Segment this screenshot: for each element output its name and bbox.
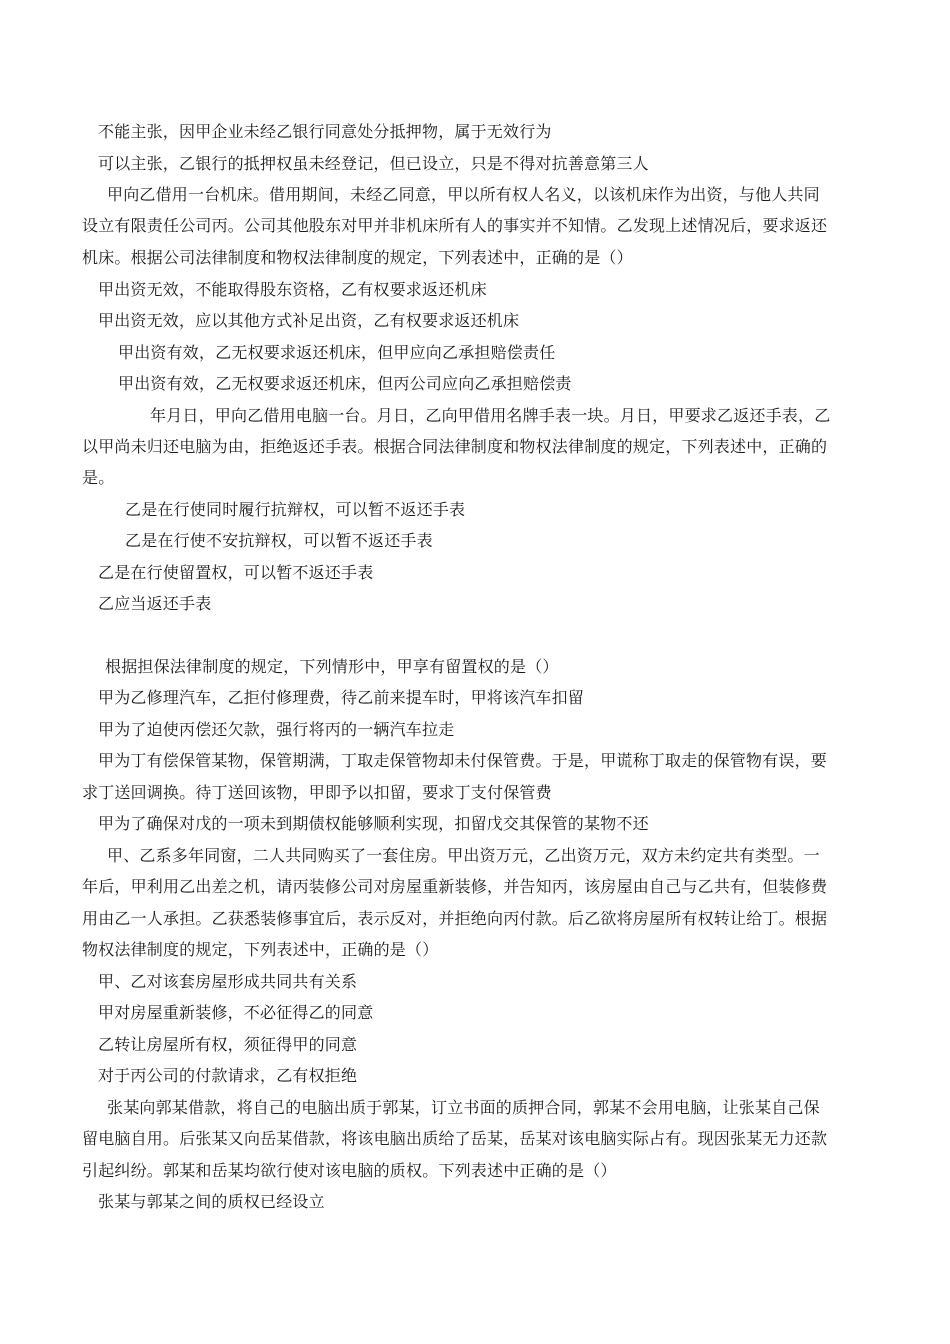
text-line-34: 张某与郭某之间的质权已经设立 (98, 1192, 325, 1211)
text-line-29: 乙转让房屋所有权，须征得甲的同意 (98, 1035, 358, 1054)
text-line-4: 设立有限责任公司丙。公司其他股东对甲并非机床所有人的事实并不知情。乙发现上述情况后，要求返还 (82, 216, 828, 235)
text-line-32: 留电脑自用。后张某又向岳某借款，将该电脑出质给了岳某，岳某对该电脑实际占有。现因张某无力还款 (82, 1129, 828, 1148)
text-line-31: 张某向郭某借款，将自己的电脑出质于郭某，订立书面的质押合同，郭某不会用电脑，让张某自己保 (107, 1098, 820, 1117)
text-line-22: 甲为了确保对戊的一项未到期债权能够顺利实现，扣留戊交其保管的某物不还 (98, 814, 649, 833)
text-line-10: 年月日，甲向乙借用电脑一台。月日，乙向甲借用名牌手表一块。月日，甲要求乙返还手表，乙 (150, 406, 831, 425)
text-line-25: 用由乙一人承担。乙获悉装修事宜后，表示反对，并拒绝向丙付款。后乙欲将房屋所有权转让给丁。根据 (82, 909, 828, 928)
text-line-30: 对于丙公司的付款请求，乙有权拒绝 (98, 1066, 358, 1085)
text-line-13: 乙是在行使同时履行抗辩权，可以暂不返还手表 (125, 500, 466, 519)
text-line-19: 甲为了迫使丙偿还欠款，强行将丙的一辆汽车拉走 (98, 720, 455, 739)
text-line-8: 甲出资有效，乙无权要求返还机床，但甲应向乙承担赔偿责任 (118, 343, 556, 362)
text-line-15: 乙是在行使留置权，可以暂不返还手表 (98, 563, 374, 582)
text-line-26: 物权法律制度的规定，下列表述中，正确的是（） (82, 940, 439, 959)
text-line-21: 求丁送回调换。待丁送回该物，甲即予以扣留，要求丁支付保管费 (82, 783, 552, 802)
text-line-24: 年后，甲利用乙出差之机，请丙装修公司对房屋重新装修，并告知丙，该房屋由自己与乙共有，但装修费 (82, 877, 828, 896)
text-line-12: 是。 (82, 468, 115, 487)
text-line-18: 甲为乙修理汽车，乙拒付修理费，待乙前来提车时，甲将该汽车扣留 (98, 688, 585, 707)
text-line-28: 甲对房屋重新装修，不必征得乙的同意 (98, 1003, 374, 1022)
text-line-14: 乙是在行使不安抗辩权，可以暂不返还手表 (125, 531, 433, 550)
text-line-9: 甲出资有效，乙无权要求返还机床，但丙公司应向乙承担赔偿责 (118, 374, 572, 393)
text-line-6: 甲出资无效，不能取得股东资格，乙有权要求返还机床 (98, 280, 487, 299)
text-line-17: 根据担保法律制度的规定，下列情形中，甲享有留置权的是（） (105, 657, 559, 676)
text-line-2: 可以主张，乙银行的抵押权虽未经登记，但已设立，只是不得对抗善意第三人 (98, 154, 649, 173)
text-line-27: 甲、乙对该套房屋形成共同共有关系 (98, 972, 358, 991)
text-line-23: 甲、乙系多年同窗，二人共同购买了一套住房。甲出资万元，乙出资万元，双方未约定共有类型。一 (107, 846, 820, 865)
text-line-20: 甲为丁有偿保管某物，保管期满，丁取走保管物却未付保管费。于是，甲谎称丁取走的保管物有误，要 (98, 751, 828, 770)
text-line-16: 乙应当返还手表 (98, 594, 212, 613)
text-line-11: 以甲尚未归还电脑为由，拒绝返还手表。根据合同法律制度和物权法律制度的规定，下列表述中，正确的 (82, 437, 828, 456)
text-line-3: 甲向乙借用一台机床。借用期间，未经乙同意，甲以所有权人名义，以该机床作为出资，与他人共同 (107, 185, 820, 204)
text-line-33: 引起纠纷。郭某和岳某均欲行使对该电脑的质权。下列表述中正确的是（） (82, 1161, 617, 1180)
text-line-1: 不能主张，因甲企业未经乙银行同意处分抵押物，属于无效行为 (98, 122, 552, 141)
text-line-7: 甲出资无效，应以其他方式补足出资，乙有权要求返还机床 (98, 311, 520, 330)
text-line-5: 机床。根据公司法律制度和物权法律制度的规定，下列表述中，正确的是（） (82, 248, 633, 267)
